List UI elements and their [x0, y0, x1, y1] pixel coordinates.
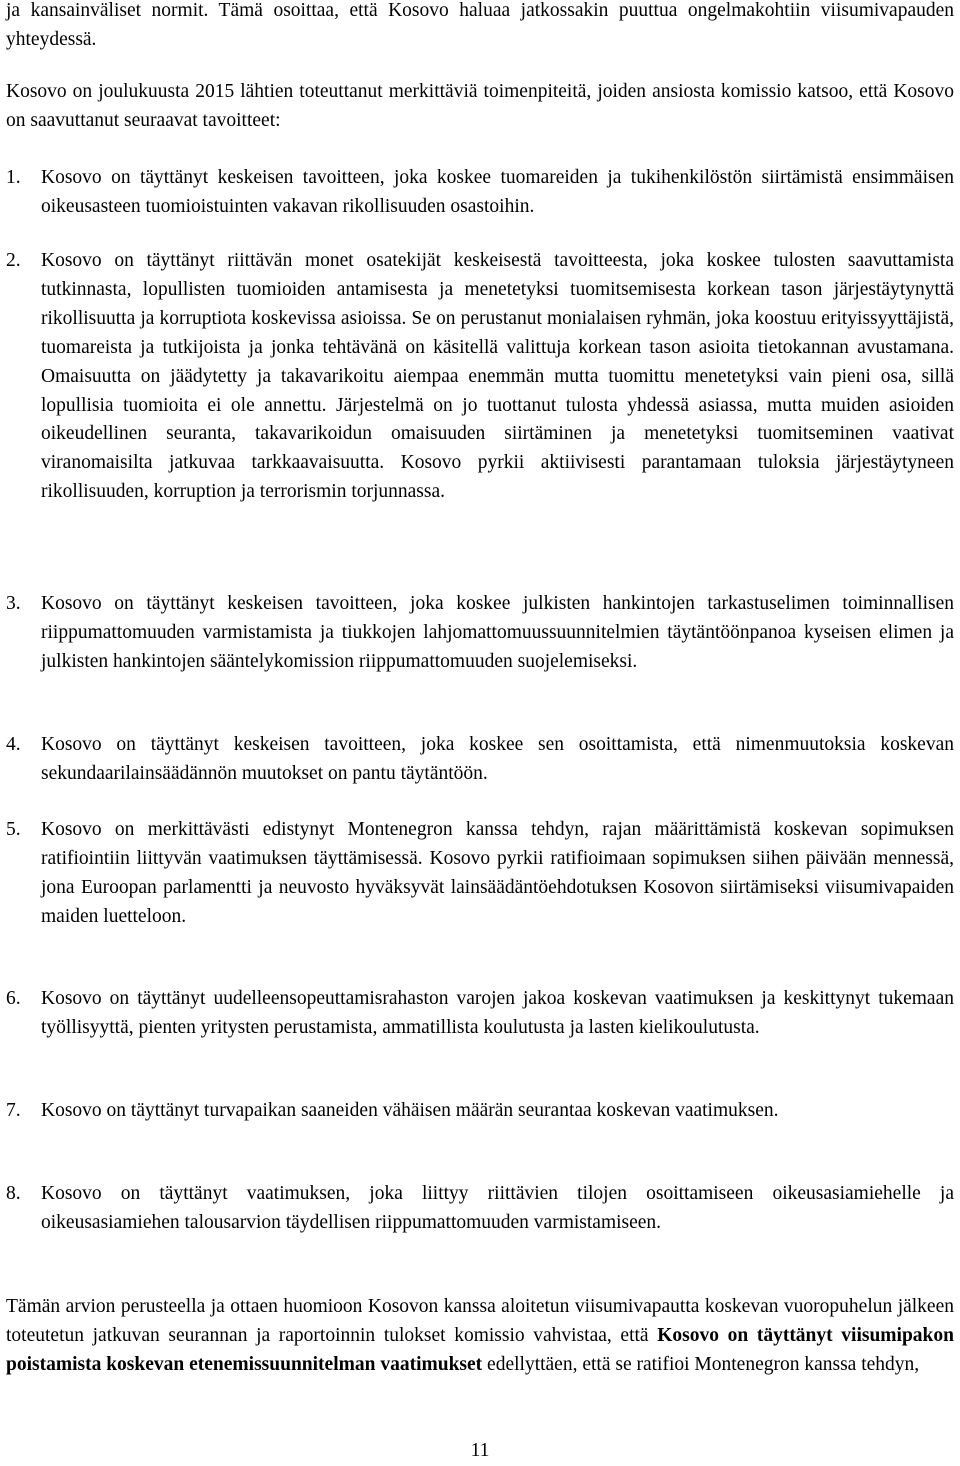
- list-item-text: Kosovo on täyttänyt keskeisen tavoitteen, joka koskee tuomareiden ja tukihenkilöstön siirtämistä ensimmäisen oikeusasteen tuomioistuinten vakavan rikollisuuden osastoihin.: [41, 167, 954, 217]
- list-item-number: 4.: [6, 734, 21, 755]
- intro-paragraph-continuation: ja kansainväliset normit. Tämä osoittaa, että Kosovo haluaa jatkossakin puuttua ongelmakohtiin viisumivapauden yhteydessä.: [6, 0, 954, 50]
- list-item-number: 6.: [6, 988, 21, 1009]
- list-item-text: Kosovo on täyttänyt keskeisen tavoitteen, joka koskee sen osoittamista, että nimenmuutoksia koskevan sekundaarilainsäädännön muutokset on pantu täytäntöön.: [41, 734, 954, 784]
- list-item-number: 1.: [6, 167, 21, 188]
- list-item-8: [6, 1180, 954, 1238]
- list-item-6: [6, 985, 954, 1043]
- closing-text-start: Tämän arvion perusteella ja ottaen huomioon Kosovon kanssa aloitetun viisumivapautta koskevan vuoropuhelun jälkeen toteutetun jatkuvan seurannan ja raportoinnin tulokset komissio vahvistaa, että: [6, 1296, 954, 1346]
- list-item-number: 7.: [6, 1100, 21, 1121]
- list-item-text: Kosovo on täyttänyt turvapaikan saaneiden vähäisen määrän seurantaa koskevan vaatimuksen.: [41, 1100, 779, 1121]
- list-item-text: Kosovo on täyttänyt riittävän monet osatekijät keskeisestä tavoitteesta, joka koskee tulosten saavuttamista tutkinnasta, lopullisten tuomioiden antamisesta ja menetetyksi tuomitsemisesta korkean tason järjestäytynyttä rikollisuutta ja korruptiota koskevissa asioissa. Se on perustanut monialaisen ryhmän, joka koostuu erityissyyttäjistä, tuomareista ja tutkijoista ja jonka tehtävänä on käsitellä valittuja korkean tason asioita tietokannan avustamana. Omaisuutta on jäädytetty ja takavarikoitu aiempaa enemmän mutta tuomittu menetetyksi vain pieni osa, sillä lopullisia tuomioita ei ole annettu. Järjestelmä on jo tuottanut tulosta yhdessä asiassa, mutta muiden asioiden oikeudellinen seuranta, takavarikoidun omaisuuden siirtäminen ja menetetyksi tuomitseminen vaativat viranomaisilta jatkuvaa tarkkaavaisuutta. Kosovo pyrkii aktiivisesti parantamaan tuloksia järjestäytyneen rikollisuuden, korruption ja terrorismin torjunnassa.: [41, 250, 954, 503]
- list-item-text: Kosovo on merkittävästi edistynyt Montenegron kanssa tehdyn, rajan määrittämistä koskevan sopimuksen ratifiointiin liittyvän vaatimuksen täyttämisessä. Kosovo pyrkii ratifioimaan sopimuksen siihen päivään mennessä, jona Euroopan parlamentti ja neuvosto hyväksyvät lainsäädäntöehdotuksen Kosovon siirtämiseksi viisumivapaiden maiden luetteloon.: [41, 819, 954, 927]
- closing-paragraph: [6, 1293, 954, 1380]
- page-number: 11: [470, 1440, 490, 1461]
- list-item-text: Kosovo on täyttänyt vaatimuksen, joka liittyy riittävien tilojen osoittamiseen oikeusasiamiehelle ja oikeusasiamiehen talousarvion täydellisen riippumattomuuden varmistamiseen.: [41, 1183, 954, 1233]
- list-item-5: [6, 816, 954, 932]
- list-item-1: [6, 164, 954, 222]
- list-item-3: [6, 590, 954, 677]
- intro-paragraph: Kosovo on joulukuusta 2015 lähtien toteuttanut merkittäviä toimenpiteitä, joiden ansiosta komissio katsoo, että Kosovo on saavuttanut seuraavat tavoitteet:: [6, 81, 954, 131]
- list-item-number: 5.: [6, 819, 21, 840]
- list-item-7: [6, 1097, 954, 1126]
- list-item-number: 3.: [6, 593, 21, 614]
- list-item-number: 2.: [6, 250, 21, 271]
- list-item-2: [6, 247, 954, 507]
- closing-text-bold: Kosovo on täyttänyt viisumipakon poistamista koskevan etenemissuunnitelman vaatimukset: [6, 1324, 954, 1375]
- list-item-number: 8.: [6, 1183, 21, 1204]
- list-item-text: Kosovo on täyttänyt keskeisen tavoitteen, joka koskee julkisten hankintojen tarkastuselimen toiminnallisen riippumattomuuden varmistamista ja tiukkojen lahjomattomuussuunnitelmien täytäntöönpanoa kyseisen elimen ja julkisten hankintojen sääntelykomission riippumattomuuden suojelemiseksi.: [41, 593, 954, 672]
- list-item-4: [6, 731, 954, 789]
- list-item-text: Kosovo on täyttänyt uudelleensopeuttamisrahaston varojen jakoa koskevan vaatimuksen ja keskittynyt tukemaan työllisyyttä, pienten yritysten perustamista, ammatillista koulutusta ja lasten kielikoulutusta.: [41, 988, 954, 1038]
- closing-text-end: edellyttäen, että se ratifioi Montenegron kanssa tehdyn,: [482, 1353, 920, 1375]
